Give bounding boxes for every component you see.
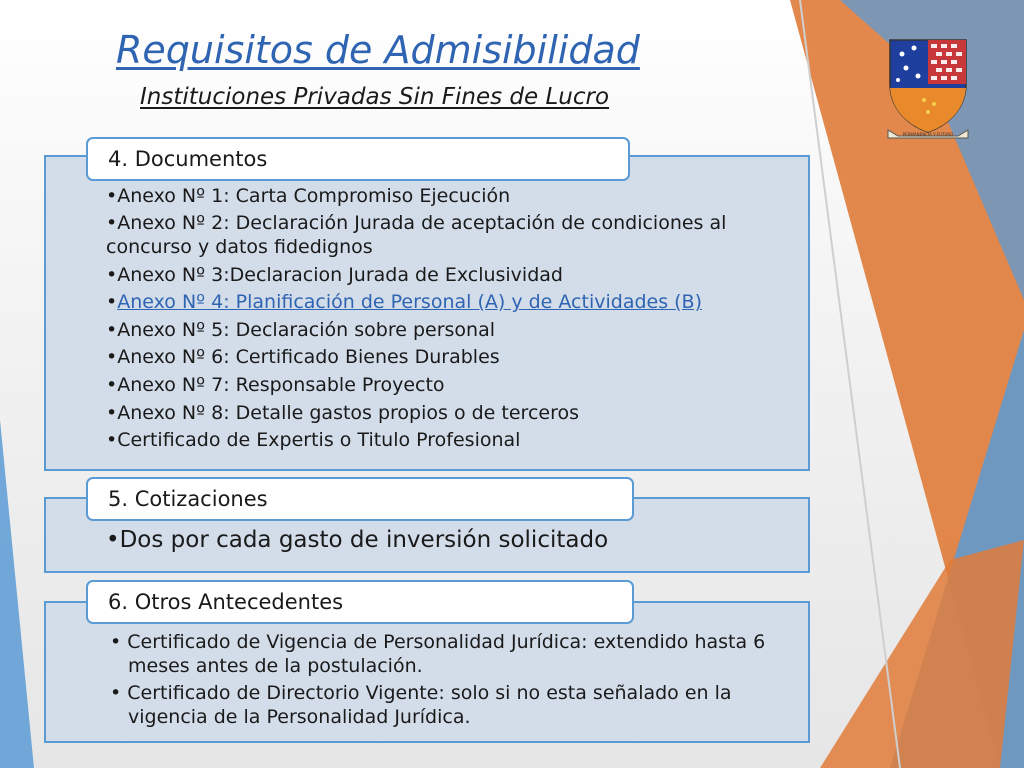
- list-item: •Anexo Nº 3:Declaracion Jurada de Exclusividad: [106, 263, 563, 286]
- section-heading-other-records: 6. Otros Antecedentes: [86, 580, 634, 624]
- list-item: •Anexo Nº 7: Responsable Proyecto: [106, 373, 445, 396]
- list-item: • Certificado de Vigencia de Personalidad Jurídica: extendido hasta 6 meses antes de la postulación.: [110, 631, 766, 677]
- list-item: •Anexo Nº 5: Declaración sobre personal: [106, 318, 495, 341]
- list-item: •Anexo Nº 4: Planificación de Personal (A) y de Actividades (B): [106, 291, 703, 314]
- section-heading-quotes: 5. Cotizaciones: [86, 477, 634, 521]
- list-item: •Anexo Nº 1: Carta Compromiso Ejecución: [106, 185, 511, 207]
- section-heading-documents: 4. Documentos: [86, 137, 630, 181]
- list-item: •Anexo Nº 8: Detalle gastos propios o de terceros: [106, 401, 579, 424]
- crest-icon: [884, 36, 972, 144]
- documents-panel: [44, 155, 810, 471]
- list-item: •Certificado de Expertis o Titulo Profesional: [106, 429, 521, 452]
- anexo-4-link[interactable]: Anexo Nº 4: Planificación de Personal (A) y de Actividades (B): [117, 291, 703, 314]
- svg-text:PERMANENCIA Y FUTURO: PERMANENCIA Y FUTURO: [902, 132, 954, 137]
- list-item: •Anexo Nº 2: Declaración Jurada de aceptación de condiciones al concurso y datos fidedignos: [106, 211, 727, 258]
- list-item: • Certificado de Directorio Vigente: solo si no esta señalado en la vigencia de la Personalidad Jurídica.: [110, 682, 732, 728]
- page-subtitle: Instituciones Privadas Sin Fines de Lucro: [140, 84, 610, 110]
- documents-list: [106, 183, 766, 455]
- list-item: •Dos por cada gasto de inversión solicitado: [106, 527, 609, 553]
- other-records-list: [106, 630, 766, 732]
- list-item: •Anexo Nº 6: Certificado Bienes Durables: [106, 346, 500, 369]
- page-title: Requisitos de Admisibilidad: [116, 28, 640, 72]
